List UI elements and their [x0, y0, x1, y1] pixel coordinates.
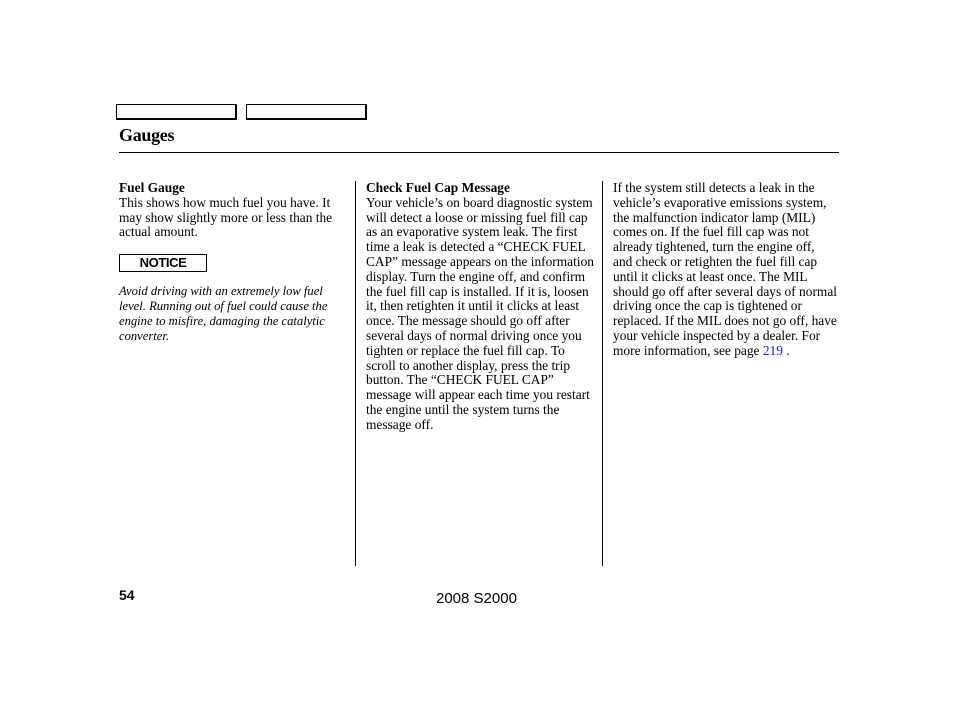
column-fuel-gauge [119, 181, 347, 343]
fuel-gauge-text: This shows how much fuel you have. It may show slightly more or less than the actual amount. [119, 194, 333, 240]
nav-button-next[interactable] [246, 104, 367, 120]
leak-detected-text [613, 181, 837, 359]
leak-detected-body: If the system still detects a leak in the vehicle’s evaporative emissions system, the malfunction indicator lamp (MIL) comes on. If the fuel fill cap was not already tightened, turn the engine off, and check or retighten the fuel fill cap until it clicks at least once. The MIL should go off after several days of normal driving once the cap is tightened or replaced. If the MIL does not go off, have your vehicle inspected by a dealer. For more information, see page [613, 180, 837, 358]
column-leak-detected [613, 181, 837, 359]
section-heading-check-fuel-cap: Check Fuel Cap Message [366, 180, 510, 195]
end-punctuation: . [782, 342, 790, 358]
nav-button-previous[interactable] [116, 104, 237, 120]
page-reference-link[interactable]: 219 [762, 342, 783, 358]
page-title: Gauges [119, 125, 175, 145]
section-heading-fuel-gauge: Fuel Gauge [119, 180, 185, 195]
column-check-fuel-cap [366, 181, 594, 433]
check-fuel-cap-text: Your vehicle’s on board diagnostic system will detect a loose or missing fuel fill cap as an evaporative system leak. The first time a leak is detected a “CHECK FUEL CAP” message appears on the information display. Turn the engine off, and confirm the fuel fill cap is installed. If it is, loosen it, then retighten it until it clicks at least once. The message should go off after several days of normal driving once you tighten or replace the fuel fill cap. To scroll to another display, press the trip button. The “CHECK FUEL CAP” message will appear each time you restart the engine until the system turns the message off. [366, 194, 594, 432]
footer-model: 2008 S2000 [436, 590, 517, 607]
notice-label: NOTICE [119, 254, 207, 272]
page-number: 54 [119, 587, 135, 603]
column-divider [355, 181, 356, 566]
title-divider [119, 152, 839, 153]
column-divider [602, 181, 603, 566]
notice-text: Avoid driving with an extremely low fuel level. Running out of fuel could cause the engine to misfire, damaging the catalytic converter. [119, 284, 328, 343]
